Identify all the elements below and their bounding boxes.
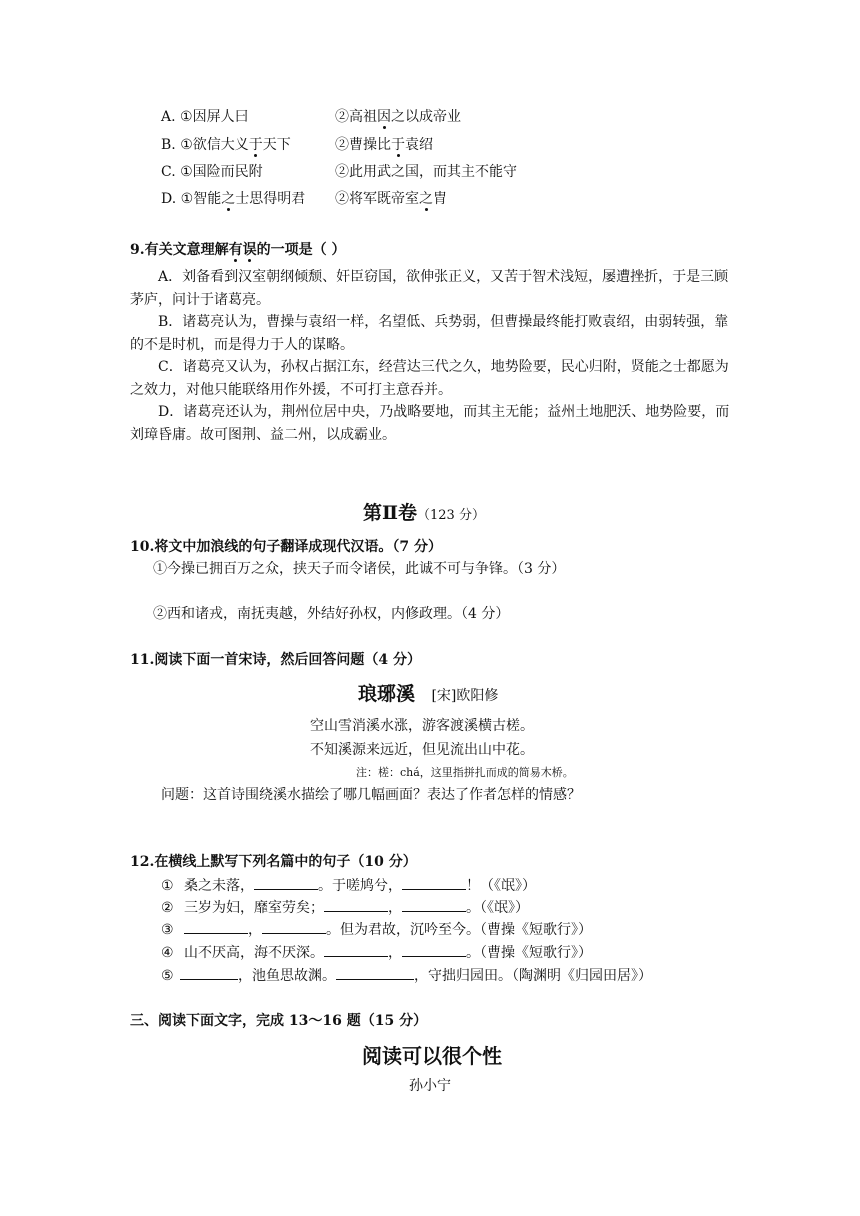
q12-item-2	[161, 898, 529, 918]
dotted-char: 因	[377, 109, 391, 125]
item-num: ③	[161, 922, 174, 938]
section-3-title: 三、阅读下面文字，完成 13～16 题（15 分）	[130, 1013, 428, 1029]
q10-sentence-2: ②西和诸戎，南抚夷越，外结好孙权，内修政理。（4 分）	[153, 606, 510, 622]
item-num: ⑤	[161, 968, 174, 984]
item-num: ①	[161, 878, 174, 894]
poem-line-2: 不知溪源来远近，但见流出山中花。	[310, 742, 534, 758]
answer-blank[interactable]	[184, 933, 248, 934]
text: 士思得明君	[235, 191, 306, 207]
q8-option-d-part2	[335, 189, 447, 209]
poem-author: [宋]欧阳修	[431, 688, 499, 704]
q11-title: 11.阅读下面一首宋诗，然后回答问题（4 分）	[130, 652, 421, 668]
q8-option-c	[161, 162, 263, 182]
answer-blank[interactable]	[336, 979, 414, 980]
option-part1: ①因屏人曰	[180, 109, 249, 125]
dotted-char: 误	[242, 242, 257, 258]
text: 天下	[262, 137, 291, 153]
option-label: C.	[161, 164, 176, 180]
item-num: ④	[161, 945, 174, 961]
q9-option-c: C．诸葛亮又认为，孙权占据江东，经营达三代之久，地势险要，民心归附，贤能之士都愿为之效力，对他只能联络用作外援，不可打主意吞并。	[130, 359, 729, 398]
q12-item-4	[161, 943, 592, 963]
q9-title	[130, 240, 346, 260]
poem-note: 注：槎：chá，这里指拼扎而成的简易木桥。	[356, 766, 574, 779]
answer-blank[interactable]	[402, 911, 466, 912]
answer-blank[interactable]	[262, 933, 326, 934]
q9-option-b: B．诸葛亮认为，曹操与袁绍一样，名望低、兵势弱，但曹操最终能打败袁绍，由弱转强，靠的不是时机，而是得力于人的谋略。	[130, 314, 729, 353]
option-label: D.	[161, 191, 177, 207]
q8-option-b-part2	[335, 135, 433, 155]
q12-item-5	[161, 966, 652, 986]
option-label: B.	[161, 137, 176, 153]
text: 山不厌高，海不厌深。	[184, 945, 325, 961]
text: ！（《氓》）	[466, 878, 537, 894]
answer-blank[interactable]	[402, 889, 466, 890]
answer-blank[interactable]	[324, 956, 388, 957]
text: ②高祖	[335, 109, 377, 125]
dotted-char: 之	[419, 191, 433, 207]
text: ②曹操比	[335, 137, 391, 153]
option-label: A.	[161, 109, 176, 125]
q8-option-a	[161, 107, 249, 127]
dotted-char: 之	[221, 191, 236, 207]
q12-item-1	[161, 876, 536, 896]
dotted-char: 有	[228, 242, 243, 258]
text: 。（曹操《短歌行》）	[466, 945, 593, 961]
text: ①欲信大义	[180, 137, 249, 153]
option-part1: ①国险而民附	[180, 164, 263, 180]
q10-title: 10.将文中加浪线的句子翻译成现代汉语。（7 分）	[130, 539, 442, 555]
q9-option-a: A．刘备看到汉室朝纲倾颓、奸臣窃国，欲伸张正义，又苦于智术浅短，屡遭挫折，于是三顾茅庐，问计于诸葛亮。	[130, 269, 729, 308]
q9-option-d: D．诸葛亮还认为，荆州位居中央，乃战略要地，而其主无能；益州土地肥沃、地势险要，而刘璋昏庸。故可图荆、益二州，以成霸业。	[130, 404, 730, 443]
q12-title: 12.在横线上默写下列名篇中的句子（10 分）	[130, 854, 417, 870]
text: ，	[388, 900, 403, 916]
text: 胄	[433, 191, 447, 207]
text: 。但为君故，沉吟至今。（曹操《短歌行》）	[326, 922, 593, 938]
answer-blank[interactable]	[180, 979, 238, 980]
poem-line-1: 空山雪消溪水涨，游客渡溪横古槎。	[310, 718, 534, 734]
dotted-char: 于	[391, 137, 405, 153]
q8-option-a-part2	[335, 107, 461, 127]
section-title: 第Ⅱ卷	[363, 502, 418, 524]
section-2-header	[363, 500, 485, 529]
answer-blank[interactable]	[254, 889, 318, 890]
q12-item-3	[161, 920, 592, 940]
text: ，	[388, 945, 403, 961]
text: 。于嗟鸠兮，	[318, 878, 403, 894]
text: ，	[248, 922, 263, 938]
text: 之以成帝业	[391, 109, 461, 125]
text: 9.有关文意理解	[130, 242, 229, 258]
text: ②将军既帝室	[335, 191, 419, 207]
text: 三岁为妇，靡室劳矣；	[184, 900, 325, 916]
q8-option-c-part2: ②此用武之国，而其主不能守	[335, 164, 517, 180]
text: 。（《氓》）	[466, 900, 530, 916]
item-num: ②	[161, 900, 174, 916]
text: 袁绍	[405, 137, 433, 153]
text: 的一项是（ ）	[256, 242, 346, 258]
q11-question: 问题：这首诗围绕溪水描绘了哪几幅画面？表达了作者怎样的情感？	[161, 787, 581, 803]
text: ，守拙归园田。（陶渊明《归园田居》）	[414, 968, 653, 984]
dotted-char: 于	[248, 137, 263, 153]
poem-heading	[358, 680, 498, 710]
q8-option-d	[161, 189, 305, 209]
article-author: 孙小宁	[409, 1078, 451, 1094]
section-score: （123 分）	[417, 508, 485, 523]
answer-blank[interactable]	[402, 956, 466, 957]
text: ①智能	[180, 191, 222, 207]
answer-blank[interactable]	[324, 911, 388, 912]
poem-title: 琅琊溪	[358, 683, 416, 705]
article-title: 阅读可以很个性	[362, 1044, 502, 1068]
text: 桑之未落，	[184, 878, 255, 894]
q10-sentence-1: ①今操已拥百万之众，挟天子而令诸侯，此诚不可与争锋。（3 分）	[153, 561, 566, 577]
text: ，池鱼思故渊。	[238, 968, 337, 984]
q8-option-b	[161, 135, 291, 155]
